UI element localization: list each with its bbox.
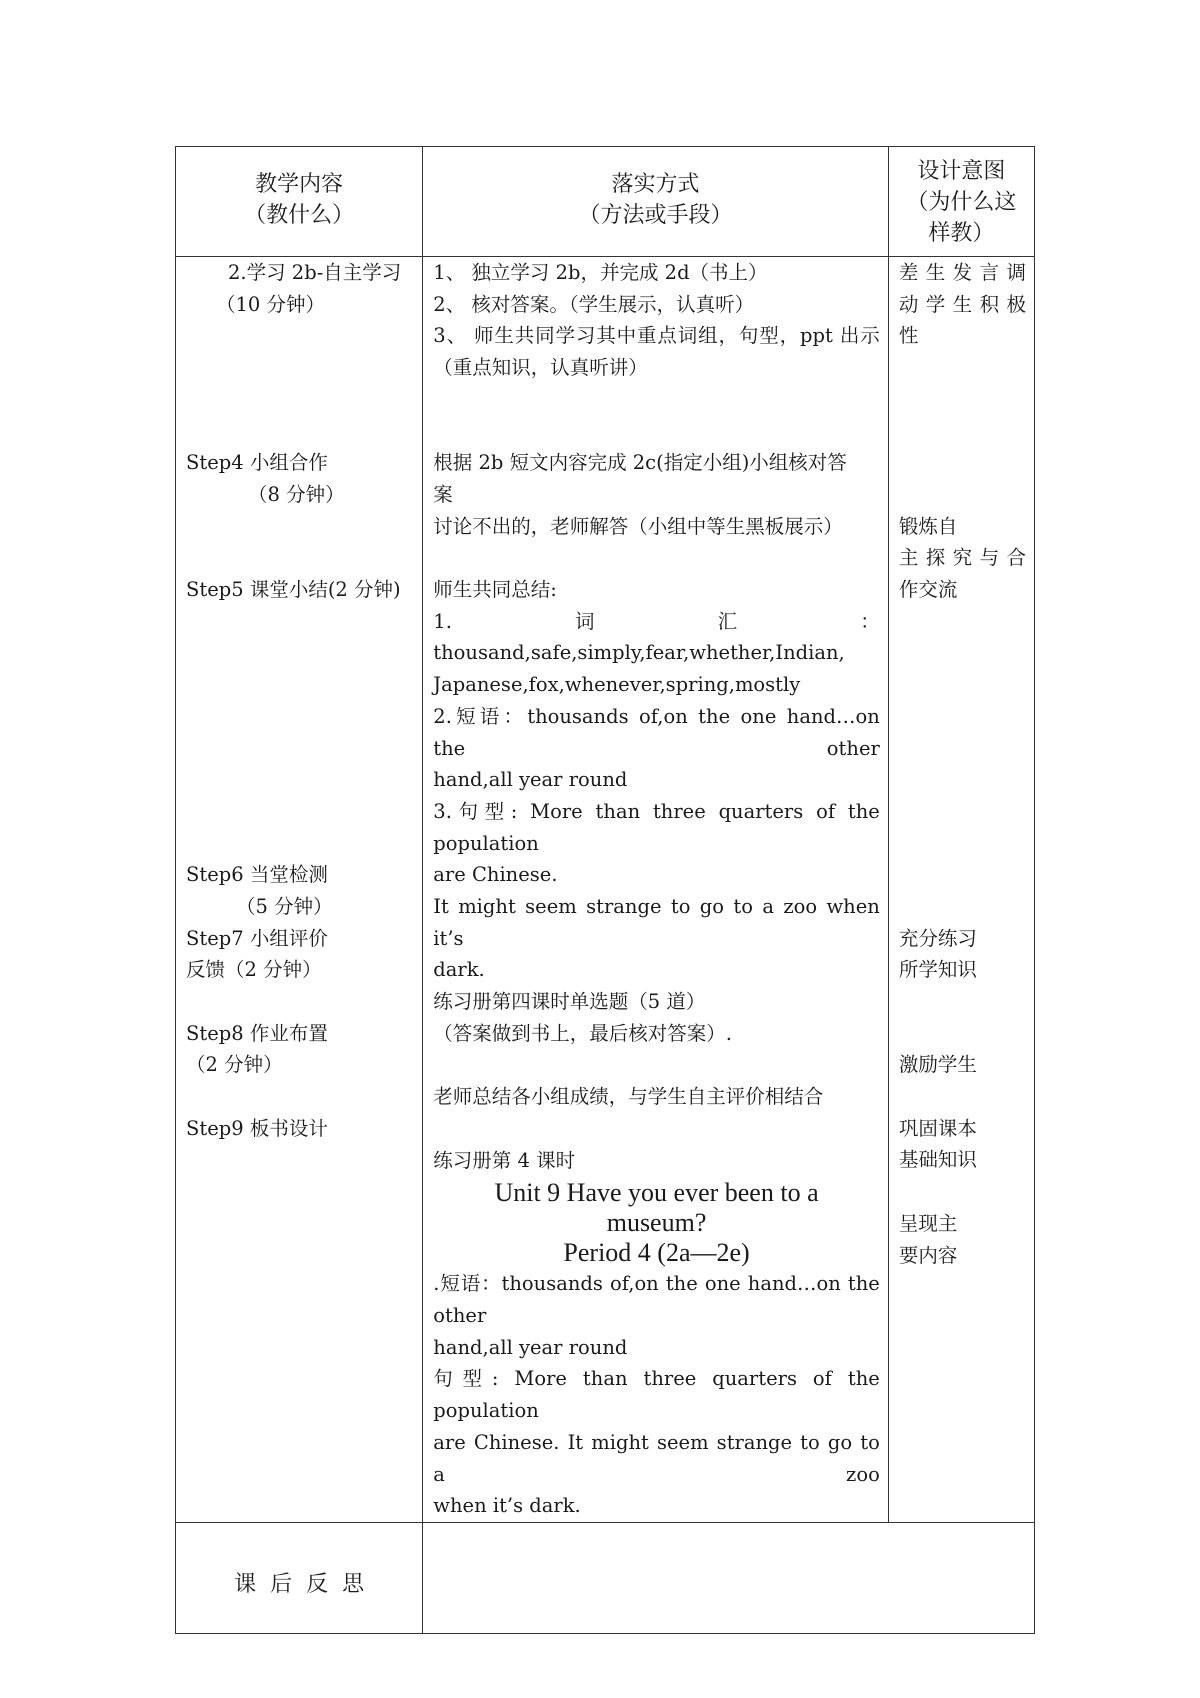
content-line bbox=[186, 320, 422, 352]
content-line: （10 分钟） bbox=[216, 292, 326, 316]
method-line: 练习册第四课时单选题（5 道） bbox=[433, 990, 706, 1014]
intent-line bbox=[899, 796, 1026, 828]
intent-line: 锻炼自 bbox=[898, 514, 958, 538]
intent-line bbox=[899, 891, 1026, 923]
method-line: are Chinese. It might seem strange to go to a zoo bbox=[433, 1430, 880, 1486]
intent-line: 要内容 bbox=[898, 1243, 958, 1267]
board-title bbox=[433, 1178, 880, 1268]
intent-line bbox=[899, 701, 1026, 733]
content-line: Step6 当堂检测 bbox=[186, 863, 328, 887]
method-line: .短语：thousands of,on the one hand…on the other bbox=[433, 1272, 880, 1328]
content-line bbox=[186, 986, 422, 1018]
intent-line: 呈现主 bbox=[898, 1211, 958, 1235]
method-column bbox=[423, 257, 889, 1523]
content-line: 反馈（2 分钟） bbox=[186, 958, 322, 982]
method-line: hand,all year round bbox=[433, 768, 628, 792]
intent-line: 主探究与合 bbox=[898, 546, 1026, 570]
content-line: Step4 小组合作 bbox=[186, 451, 328, 475]
content-line bbox=[186, 732, 422, 764]
header-cell-method bbox=[423, 147, 889, 257]
reflection-content-cell bbox=[423, 1522, 1035, 1633]
method-line: 1、 独立学习 2b，并完成 2d（书上） bbox=[433, 261, 768, 284]
method-line: when it’s dark. bbox=[433, 1494, 581, 1518]
content-line: Step9 板书设计 bbox=[186, 1116, 328, 1140]
intent-line bbox=[899, 606, 1026, 638]
content-line bbox=[186, 352, 422, 384]
intent-line bbox=[899, 764, 1026, 796]
intent-line bbox=[899, 1018, 1026, 1050]
board-title-line2: museum? bbox=[606, 1208, 707, 1238]
method-line: It might seem strange to go to a zoo when it’s bbox=[433, 895, 880, 950]
intent-line bbox=[899, 986, 1026, 1018]
reflection-label: 课后反思 bbox=[234, 1571, 379, 1597]
intent-line bbox=[899, 859, 1026, 891]
content-line: Step5 课堂小结(2 分钟) bbox=[186, 577, 401, 601]
method-line bbox=[433, 416, 880, 448]
header-cell-content bbox=[176, 147, 423, 257]
intent-line bbox=[899, 479, 1026, 511]
content-line bbox=[186, 384, 422, 416]
intent-line bbox=[899, 415, 1026, 447]
content-column bbox=[176, 257, 423, 1523]
intent-line bbox=[899, 1176, 1026, 1208]
method-line: （答案做到书上，最后核对答案）. bbox=[433, 1021, 732, 1045]
header-method-subtitle: （方法或手段） bbox=[578, 203, 733, 228]
intent-line: 所学知识 bbox=[898, 958, 977, 982]
method-line: 2.短语：thousands of,on the one hand…on the other bbox=[433, 704, 880, 760]
method-line: hand,all year round bbox=[433, 1335, 628, 1359]
method-line bbox=[433, 384, 880, 416]
content-line: 2.学习 2b-自主学习 bbox=[228, 261, 402, 284]
method-line bbox=[433, 1050, 880, 1082]
content-line: （2 分钟） bbox=[186, 1053, 283, 1077]
lesson-plan-table bbox=[175, 146, 1035, 1634]
method-line: 师生共同总结: bbox=[433, 577, 557, 601]
reflection-row bbox=[176, 1522, 1035, 1633]
header-intent-line2: （为什么这 bbox=[906, 190, 1017, 215]
header-cell-intent bbox=[888, 147, 1034, 257]
content-line bbox=[186, 606, 422, 638]
content-line bbox=[186, 764, 422, 796]
intent-line: 激励学生 bbox=[898, 1053, 977, 1077]
intent-line: 动学生积极 bbox=[898, 292, 1026, 316]
table-header-row bbox=[176, 147, 1035, 257]
header-content-title: 教学内容 bbox=[255, 172, 344, 197]
header-intent-line3: 样教） bbox=[928, 221, 995, 246]
intent-line: 充分练习 bbox=[898, 926, 977, 950]
method-line: are Chinese. bbox=[433, 863, 558, 887]
content-line bbox=[186, 669, 422, 701]
method-line: 2、 核对答案。（学生展示，认真听） bbox=[433, 292, 755, 316]
table-body-row bbox=[176, 257, 1035, 1523]
content-line: （8 分钟） bbox=[248, 482, 345, 506]
content-line bbox=[186, 542, 422, 574]
content-line: （5 分钟） bbox=[236, 894, 333, 918]
intent-line bbox=[899, 1081, 1026, 1113]
content-line bbox=[186, 827, 422, 859]
intent-line bbox=[899, 447, 1026, 479]
intent-line: 巩固课本 bbox=[898, 1116, 977, 1140]
method-line: 1.词汇：thousand,safe,simply,fear,whether,Indian, bbox=[433, 609, 880, 665]
intent-line: 基础知识 bbox=[898, 1148, 977, 1172]
method-line bbox=[433, 1113, 880, 1145]
intent-line bbox=[899, 669, 1026, 701]
content-line: Step8 作业布置 bbox=[186, 1021, 328, 1045]
intent-line bbox=[899, 637, 1026, 669]
intent-line: 性 bbox=[898, 324, 919, 348]
header-intent-title: 设计意图 bbox=[917, 159, 1006, 184]
intent-line bbox=[899, 352, 1026, 384]
header-content-subtitle: （教什么） bbox=[244, 203, 355, 228]
content-line bbox=[186, 1081, 422, 1113]
reflection-label-cell bbox=[176, 1522, 423, 1633]
method-line: 练习册第 4 课时 bbox=[433, 1148, 576, 1172]
board-title-line1: Unit 9 Have you ever been to a bbox=[494, 1178, 819, 1208]
intent-line bbox=[899, 384, 1026, 416]
intent-line: 作交流 bbox=[898, 577, 958, 601]
method-line bbox=[433, 542, 880, 574]
intent-line: 差生发言调 bbox=[898, 261, 1026, 284]
method-line: 老师总结各小组成绩，与学生自主评价相结合 bbox=[433, 1085, 824, 1109]
method-line: 讨论不出的，老师解答（小组中等生黑板展示） bbox=[433, 514, 843, 538]
board-title-line3: Period 4 (2a—2e) bbox=[563, 1238, 750, 1268]
intent-line bbox=[899, 827, 1026, 859]
content-line bbox=[186, 701, 422, 733]
intent-line bbox=[899, 732, 1026, 764]
method-line: 句型: More than three quarters of the population bbox=[433, 1367, 880, 1423]
content-line bbox=[186, 415, 422, 447]
content-line bbox=[186, 511, 422, 543]
method-line: 3、 师生共同学习其中重点词组，句型，ppt 出示 bbox=[433, 324, 880, 348]
method-line: Japanese,fox,whenever,spring,mostly bbox=[433, 673, 801, 697]
content-line: Step7 小组评价 bbox=[186, 926, 328, 950]
intent-column bbox=[888, 257, 1034, 1523]
method-line: （重点知识，认真听讲） bbox=[433, 356, 648, 380]
method-line: dark. bbox=[433, 958, 485, 982]
method-line: 3.句型: More than three quarters of the population bbox=[433, 799, 880, 855]
header-method-title: 落实方式 bbox=[611, 172, 700, 197]
method-line: 根据 2b 短文内容完成 2c(指定小组)小组核对答 bbox=[433, 451, 847, 475]
content-line bbox=[186, 637, 422, 669]
method-line: 案 bbox=[433, 482, 453, 506]
content-line bbox=[186, 796, 422, 828]
